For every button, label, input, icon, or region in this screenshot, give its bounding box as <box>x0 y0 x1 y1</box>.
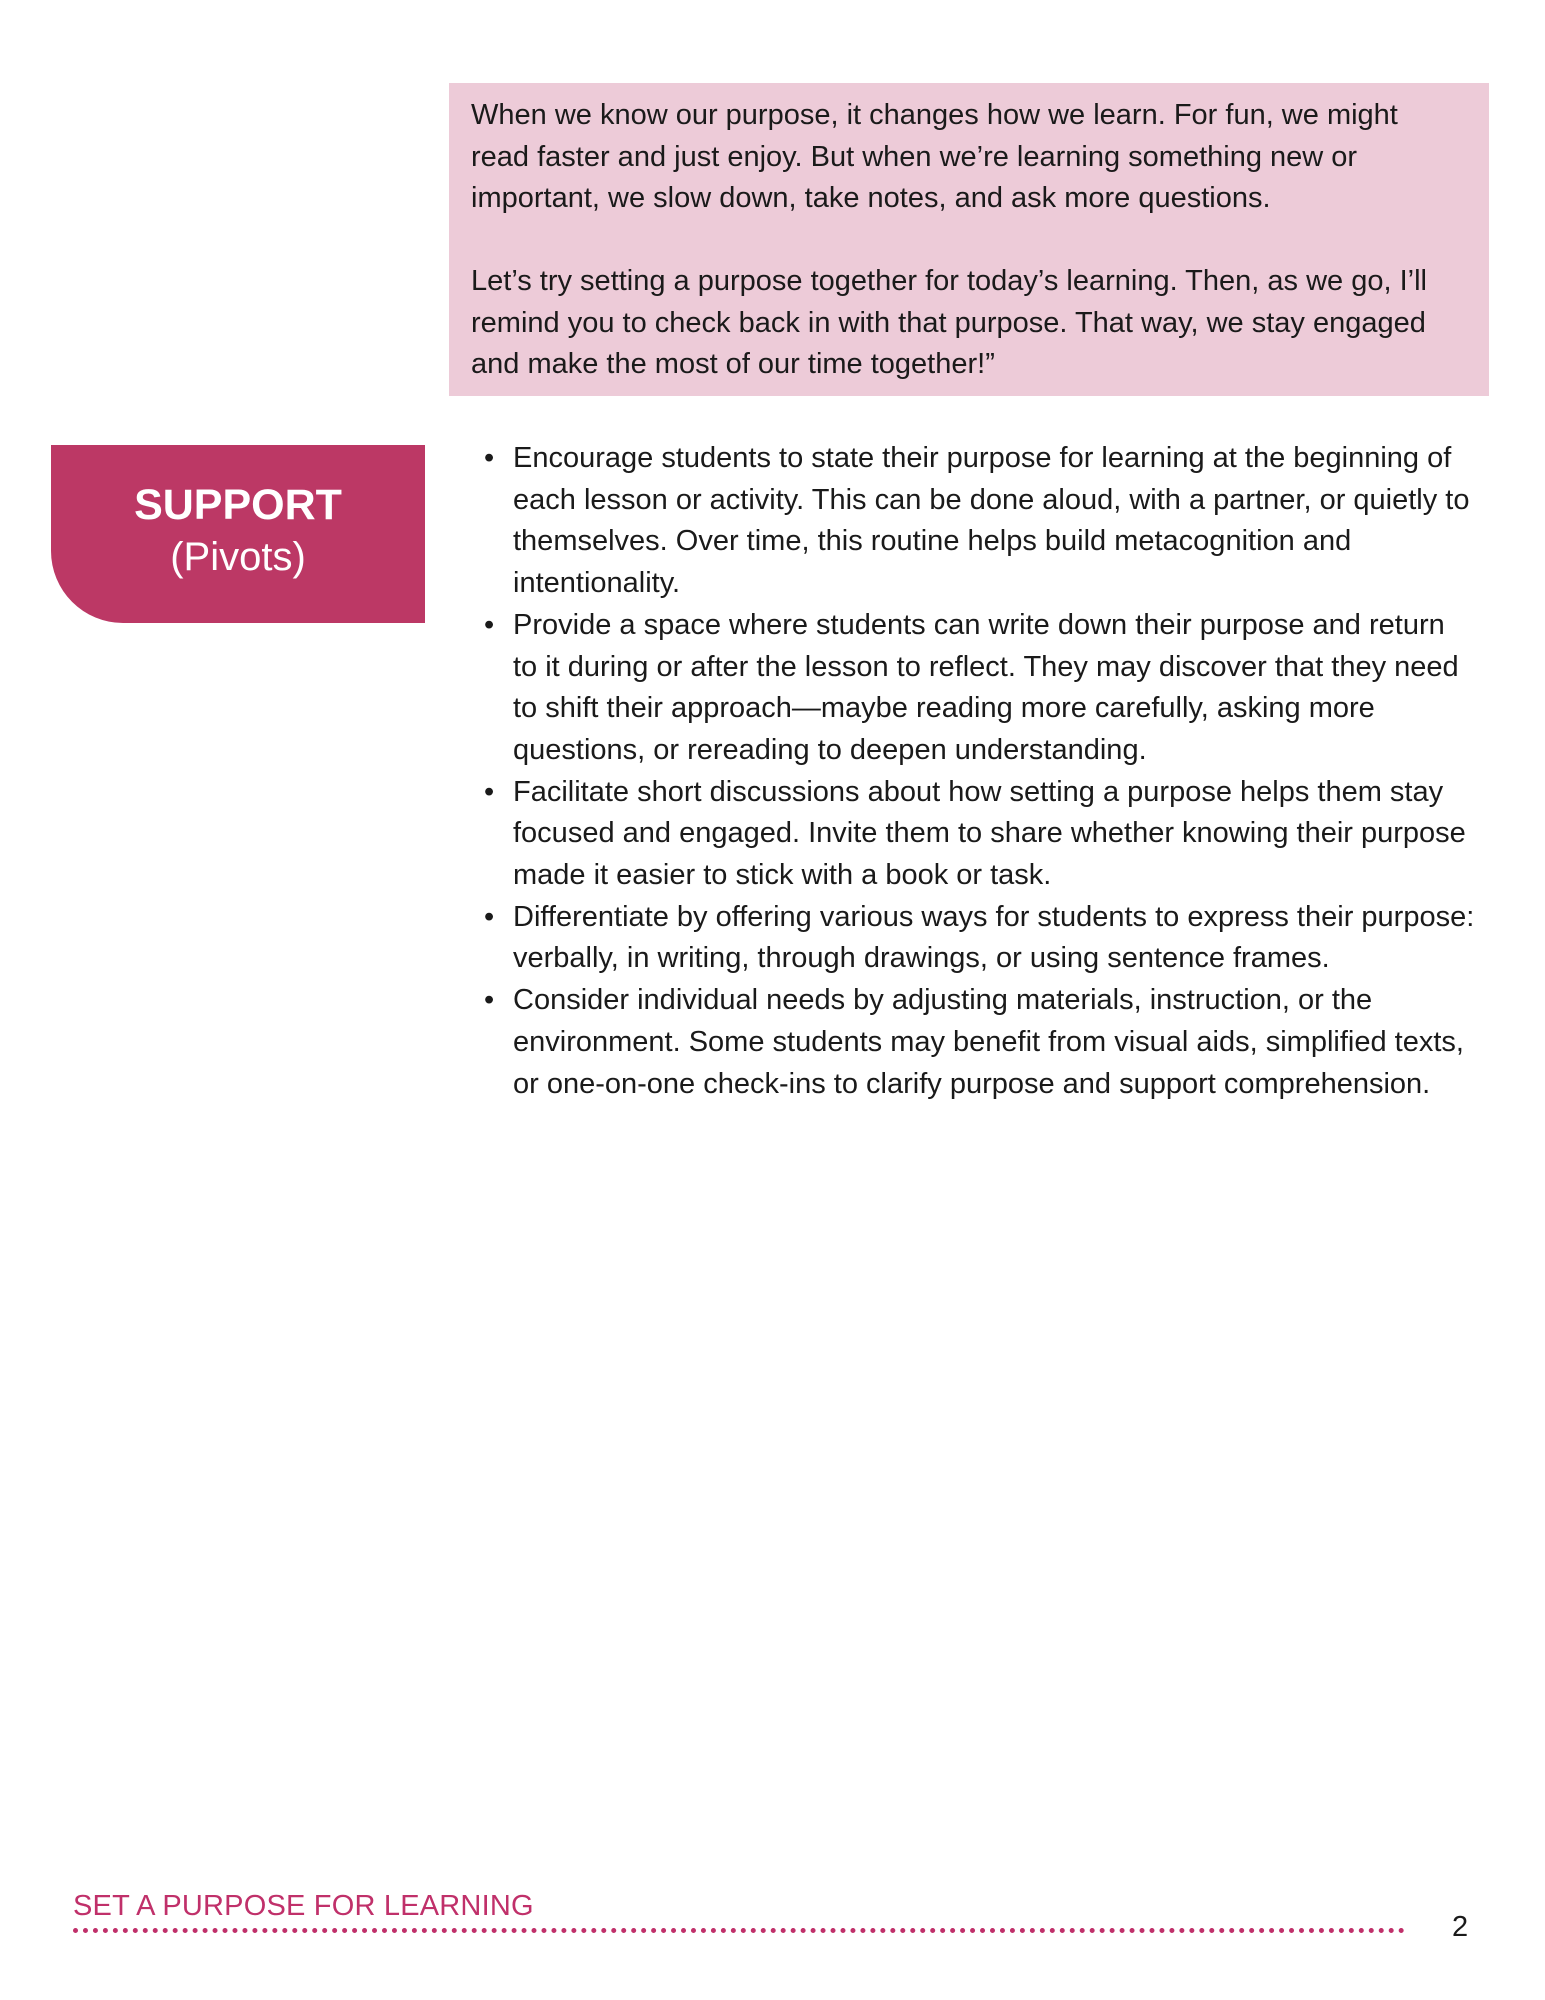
bullet-icon: • <box>484 984 495 1017</box>
bullet-text: Consider individual needs by adjusting materials, instruction, or the environment. Some students may benefit from visual aids, simplified texts, or one-on-one check-ins to clarify purpose and support comprehension. <box>513 984 1464 1100</box>
teacher-quote-box <box>449 83 1489 396</box>
support-subtitle: (Pivots) <box>170 535 306 579</box>
list-item <box>476 897 1476 980</box>
support-title: SUPPORT <box>134 481 342 529</box>
quote-paragraph: Let’s try setting a purpose together for today’s learning. Then, as we go, I’ll remind you to check back in with that purpose. That way, we stay engaged and make the most of our time together!” <box>471 265 1427 380</box>
footer-dotted-divider <box>73 1928 1405 1933</box>
list-item <box>476 605 1476 772</box>
support-section-label <box>51 445 425 623</box>
bullet-text: Encourage students to state their purpose for learning at the beginning of each lesson or activity. This can be done aloud, with a partner, or quietly to themselves. Over time, this routine helps build metacognition and intentionality. <box>513 442 1470 600</box>
bullet-text: Provide a space where students can write down their purpose and return to it during or after the lesson to reflect. They may discover that they need to shift their approach—maybe reading more carefully, asking more questions, or rereading to deepen understanding. <box>513 608 1459 766</box>
bullet-icon: • <box>484 900 495 933</box>
list-item <box>476 772 1476 897</box>
bullet-icon: • <box>484 608 495 641</box>
bullet-icon: • <box>484 442 495 474</box>
bullet-icon: • <box>484 775 495 808</box>
footer-document-title: SET A PURPOSE FOR LEARNING <box>73 1890 534 1922</box>
list-item <box>476 438 1476 605</box>
bullet-text: Differentiate by offering various ways for students to express their purpose: verbally, in writing, through drawings, or using sentence frames. <box>513 900 1475 975</box>
bullet-text: Facilitate short discussions about how setting a purpose helps them stay focused and engaged. Invite them to share whether knowing their purpose made it easier to stick with a book or task. <box>513 775 1466 892</box>
page-number: 2 <box>1452 1911 1469 1943</box>
list-item <box>476 980 1476 1105</box>
support-bullet-list <box>476 438 1476 1105</box>
quote-paragraph: When we know our purpose, it changes how we learn. For fun, we might read faster and just enjoy. But when we’re learning something new or important, we slow down, take notes, and ask more questions. <box>471 99 1398 214</box>
